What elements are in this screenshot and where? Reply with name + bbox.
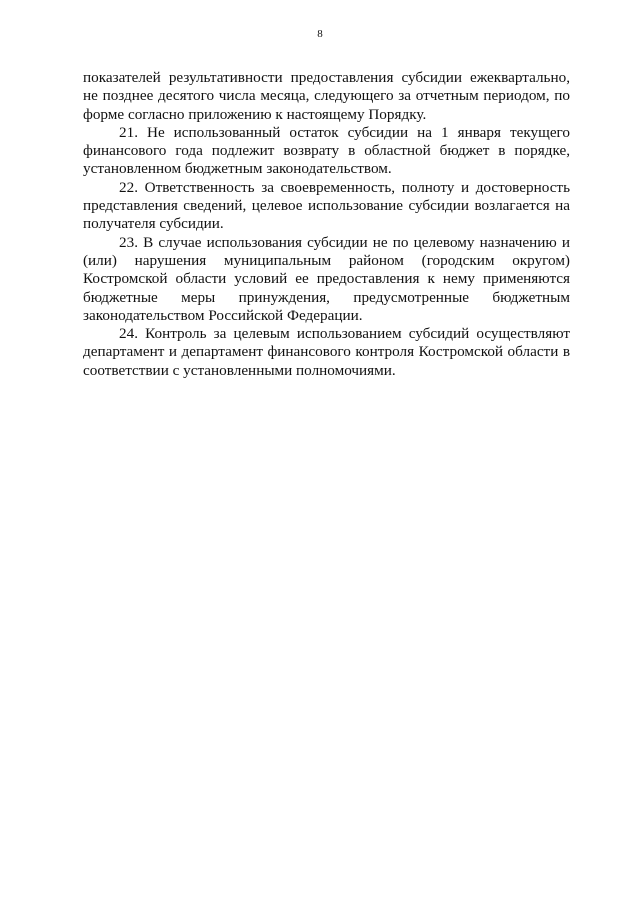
paragraph-22: 22. Ответственность за своевременность, полноту и достоверность представления сведений, целевое использование субсидии возлагается на получателя субсидии. bbox=[83, 178, 570, 233]
paragraph-24: 24. Контроль за целевым использованием субсидий осуществляют департамент и департамент финансового контроля Костромской области в соответствии с установленными полномочиями. bbox=[83, 325, 570, 379]
document-body bbox=[83, 69, 570, 380]
paragraph-continuation: показателей результативности предоставления субсидии ежеквартально, не позднее десятого числа месяца, следующего за отчетным периодом, по форме согласно приложению к настоящему Порядку. bbox=[83, 69, 570, 123]
page-number: 8 bbox=[317, 28, 323, 40]
paragraph-23: 23. В случае использования субсидии не по целевому назначению и (или) нарушения муниципальным районом (городским округом) Костромской области условий ее предоставления к нему применяются бюджетные меры принуждения, предусмотренные бюджетным законодательством Российской Федерации. bbox=[83, 233, 570, 324]
paragraph-21: 21. Не использованный остаток субсидии на 1 января текущего финансового года подлежит возврату в областной бюджет в порядке, установленном бюджетным законодательством. bbox=[83, 123, 570, 178]
